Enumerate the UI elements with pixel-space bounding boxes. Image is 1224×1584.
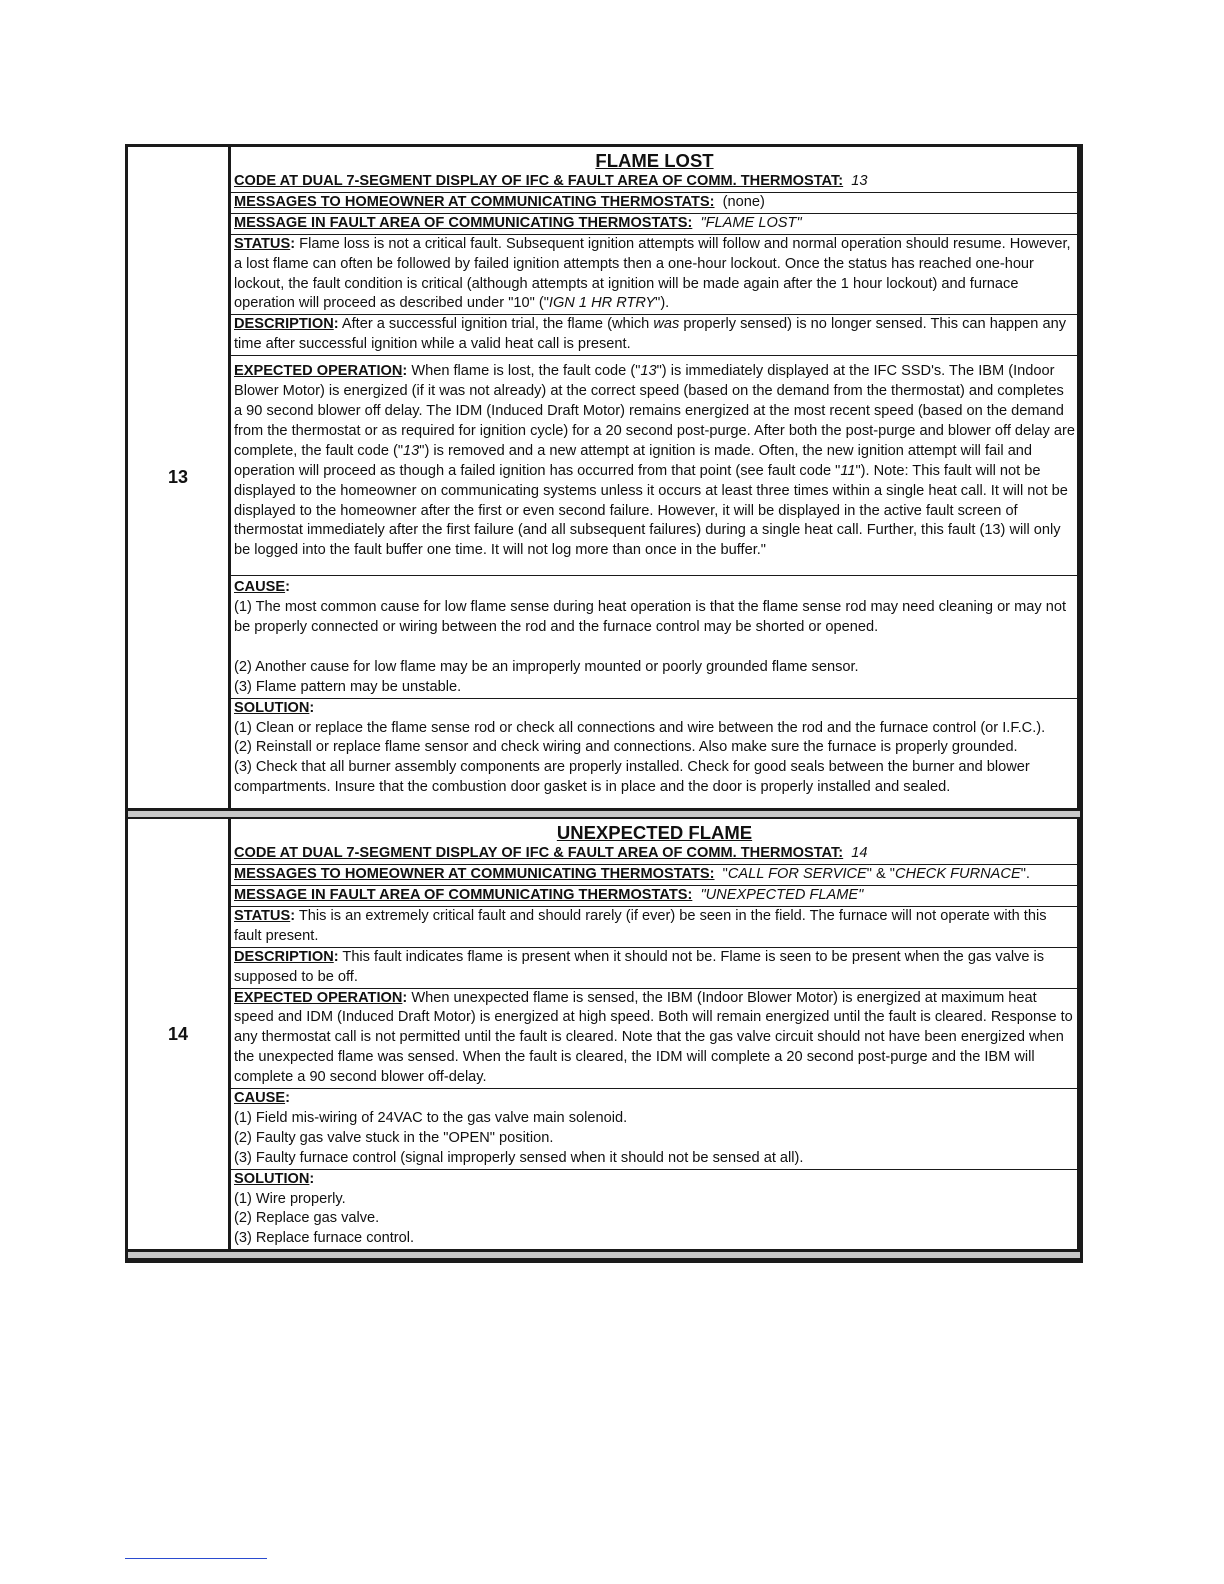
fault-message-value: "FLAME LOST" (700, 214, 802, 231)
fault-title: FLAME LOST (595, 150, 714, 171)
cause-item-1: (1) Field mis-wiring of 24VAC to the gas valve main solenoid. (234, 1109, 628, 1126)
solution-row: SOLUTION: (1) Clean or replace the flame sense rod or check all connections and wire between the rod and the furnace control (or I.F.C.). (2) Reinstall or replace flame sensor and check wiring and connections. Also make sure the furnace is properly grounded. (3) Check that all burner assembly components are properly installed. Check for good seals between the burner and blower compartments. Insure that the combustion door gasket is in place and the door is properly installed and sealed. (231, 699, 1077, 809)
status-italic: IGN 1 HR RTRY (548, 295, 656, 312)
messages-end: ". (1020, 866, 1030, 883)
description-row: DESCRIPTION: This fault indicates flame is present when it should not be. Flame is seen to be present when the gas valve is supposed to be off. (231, 948, 1077, 989)
expected-italic-3: 11 (840, 462, 856, 479)
section-separator (128, 1250, 1080, 1260)
fault-code-cell: 13 (128, 147, 231, 808)
messages-label: MESSAGES TO HOMEOWNER AT COMMUNICATING THERMOSTATS: (234, 193, 715, 210)
cause-row: CAUSE: (1) Field mis-wiring of 24VAC to the gas valve main solenoid. (2) Faulty gas valve stuck in the "OPEN" position. (3) Faulty furnace control (signal improperly sensed when it should not be sensed at all). (231, 1089, 1077, 1170)
messages-value: (none) (722, 193, 765, 210)
description-text-b: properly sensed) is no longer sensed. This can happen any time after successful ignition while a valid heat call is present. (234, 316, 1066, 353)
code-label: CODE AT DUAL 7-SEGMENT DISPLAY OF IFC & FAULT AREA OF COMM. THERMOSTAT: (234, 173, 844, 189)
fault-message-label: MESSAGE IN FAULT AREA OF COMMUNICATING THERMOSTATS: (234, 214, 693, 231)
expected-text-2: ") is immediately displayed at the IFC SSD's. The IBM (Indoor Blower Motor) is energized (if it was not already) at the correct speed (based on the demand from the thermostat) and completes a 90 second blower off delay. The IDM (Induced Draft Motor) remains energized at the most recent speed (based on the demand from the thermostat or as required for ignition cycle) for a 20 second post-purge. After both the post-purge and blower off delay are complete, the fault code (" (234, 363, 1075, 459)
status-label: STATUS (234, 907, 291, 924)
fault-content (231, 147, 1080, 808)
expected-italic-1: 13 (640, 363, 657, 380)
expected-text-3: ") is removed and a new attempt at ignition is made. Often, the new ignition attempt will fail and operation will proceed as though a failed ignition has occurred from that point (see fault code " (234, 442, 1033, 479)
messages-value-2: CHECK FURNACE (895, 866, 1021, 883)
expected-label: EXPECTED OPERATION (234, 363, 403, 380)
description-text-a: After a successful ignition trial, the flame (which (341, 316, 654, 333)
code-display-row (231, 844, 1077, 865)
homeowner-messages-row (231, 193, 1077, 214)
homeowner-messages-row (231, 865, 1077, 886)
footnote-rule (125, 1558, 267, 1559)
solution-item-2: (2) Reinstall or replace flame sensor and check wiring and connections. Also make sure the furnace is properly grounded. (234, 739, 1018, 756)
cause-item-3: (3) Faulty furnace control (signal improperly sensed when it should not be sensed at all). (234, 1149, 804, 1166)
fault-content (231, 819, 1080, 1249)
fault-code-table (125, 144, 1083, 1263)
messages-mid: " & " (866, 866, 895, 883)
solution-item-3: (3) Replace furnace control. (234, 1230, 415, 1247)
description-text: This fault indicates flame is present when it should not be. Flame is seen to be present when the gas valve is supposed to be off. (234, 948, 1045, 985)
expected-operation-row: EXPECTED OPERATION: When flame is lost, the fault code ("13") is immediately displayed at the IFC SSD's. The IBM (Indoor Blower Motor) is energized (if it was not already) at the correct speed (based on the demand from the thermostat) and completes a 90 second blower off delay. The IDM (Induced Draft Motor) remains energized at the most recent speed (based on the demand from the thermostat or as required for ignition cycle) for a 20 second post-purge. After both the post-purge and blower off delay are complete, the fault code ("13") is removed and a new attempt at ignition is made. Often, the new ignition attempt will fail and operation will proceed as though a failed ignition has occurred from that point (see fault code "11"). Note: This fault will not be displayed to the homeowner on communicating systems unless it occurs at least three times within a single heat call. It will not be displayed to the homeowner after the first or even second failure. However, it will be displayed in the active fault screen of thermostat immediately after the first failure (and all subsequent failures) during a single heat call. Further, this fault (13) will only be logged into the fault buffer one time. It will not log more than once in the buffer." (231, 356, 1077, 576)
fault-code-cell: 14 (128, 819, 231, 1249)
expected-label: EXPECTED OPERATION (234, 989, 403, 1006)
messages-label: MESSAGES TO HOMEOWNER AT COMMUNICATING THERMOSTATS: (234, 866, 715, 883)
solution-item-2: (2) Replace gas valve. (234, 1210, 380, 1227)
fault-message-label: MESSAGE IN FAULT AREA OF COMMUNICATING THERMOSTATS: (234, 886, 693, 903)
status-row: STATUS: Flame loss is not a critical fault. Subsequent ignition attempts will follow and normal operation should resume. However, a lost flame can often be followed by failed ignition attempts then a one-hour lockout. Once the status has reached one-hour lockout, the fault condition is critical (although attempts at ignition will be made again after the 1 hour lockout) and furnace operation will proceed as described under "10" ("IGN 1 HR RTRY"). (231, 235, 1077, 316)
fault-message-row (231, 886, 1077, 907)
solution-item-1: (1) Wire properly. (234, 1190, 346, 1207)
code-value: 13 (851, 173, 868, 189)
description-row: DESCRIPTION: After a successful ignition trial, the flame (which was properly sensed) is no longer sensed. This can happen any time after successful ignition while a valid heat call is present. (231, 315, 1077, 356)
status-row: STATUS: This is an extremely critical fault and should rarely (if ever) be seen in the field. The furnace will not operate with this fault present. (231, 907, 1077, 948)
messages-quote-open: " (722, 866, 728, 883)
solution-label: SOLUTION (234, 1170, 310, 1187)
section-separator (128, 809, 1080, 819)
code-display-row (231, 172, 1077, 193)
cause-item-1: (1) The most common cause for low flame sense during heat operation is that the flame sense rod may need cleaning or may not be properly connected or wiring between the rod and the furnace control may be shorted or opened. (234, 599, 1067, 636)
description-label: DESCRIPTION (234, 316, 334, 333)
status-label: STATUS (234, 235, 291, 252)
cause-label: CAUSE (234, 1090, 286, 1107)
fault-message-row (231, 214, 1077, 235)
expected-text-1: When flame is lost, the fault code (" (411, 363, 641, 380)
status-text: This is an extremely critical fault and should rarely (if ever) be seen in the field. The furnace will not operate with this fault present. (234, 907, 1047, 944)
cause-item-3: (3) Flame pattern may be unstable. (234, 678, 462, 695)
messages-value-1: CALL FOR SERVICE (727, 866, 867, 883)
cause-row: CAUSE: (1) The most common cause for low flame sense during heat operation is that the flame sense rod may need cleaning or may not be properly connected or wiring between the rod and the furnace control may be shorted or opened. (2) Another cause for low flame may be an improperly mounted or poorly grounded flame sensor. (3) Flame pattern may be unstable. (231, 576, 1077, 698)
solution-item-1: (1) Clean or replace the flame sense rod or check all connections and wire between the rod and the furnace control (or I.F.C.). (234, 719, 1046, 736)
solution-item-3: (3) Check that all burner assembly components are properly installed. Check for good seals between the burner and blower compartments. Insure that the combustion door gasket is in place and the door is properly installed and sealed. (234, 759, 1030, 796)
code-value: 14 (851, 845, 868, 862)
expected-text: When unexpected flame is sensed, the IBM (Indoor Blower Motor) is energized at maximum heat speed and IDM (Induced Draft Motor) is energized at high speed. Both will remain energized until the fault is cleared. Response to any thermostat call is not permitted until the fault is cleared. Note that the gas valve circuit should not have been energized when the unexpected flame was sensed. When the fault is cleared, the IDM will complete a 20 second post-purge and the IBM will complete a 90 second blower off-delay. (234, 989, 1073, 1086)
description-label: DESCRIPTION (234, 948, 334, 965)
expected-text-4: "). Note: This fault will not be displayed to the homeowner on communicating systems unless it occurs at least three times within a single heat call. It will not be displayed to the homeowner after the first or even second failure. However, it will be displayed in the active fault screen of thermostat immediately after the first failure (and all subsequent failures) during a single heat call. Further, this fault (13) will only be logged into the fault buffer one time. It will not log more than once in the buffer." (234, 462, 1068, 559)
status-text: Flame loss is not a critical fault. Subsequent ignition attempts will follow and normal operation should resume. However, a lost flame can often be followed by failed ignition attempts then a one-hour lockout. Once the status has reached one-hour lockout, the fault condition is critical (although attempts at ignition will be made again after the 1 hour lockout) and furnace operation will proceed as described under "10" (" (234, 235, 1071, 312)
fault-block-13 (128, 147, 1080, 809)
solution-row: SOLUTION: (1) Wire properly. (2) Replace gas valve. (3) Replace furnace control. (231, 1170, 1077, 1250)
description-italic: was (653, 316, 680, 333)
expected-operation-row: EXPECTED OPERATION: When unexpected flame is sensed, the IBM (Indoor Blower Motor) is energized at maximum heat speed and IDM (Induced Draft Motor) is energized at high speed. Both will remain energized until the fault is cleared. Response to any thermostat call is not permitted until the fault is cleared. Note that the gas valve circuit should not have been energized when the unexpected flame was sensed. When the fault is cleared, the IDM will complete a 20 second post-purge and the IBM will complete a 90 second blower off-delay. (231, 989, 1077, 1090)
expected-italic-2: 13 (403, 442, 420, 459)
code-label: CODE AT DUAL 7-SEGMENT DISPLAY OF IFC & FAULT AREA OF COMM. THERMOSTAT: (234, 845, 844, 862)
cause-item-2: (2) Faulty gas valve stuck in the "OPEN" position. (234, 1129, 554, 1146)
fault-title: UNEXPECTED FLAME (556, 822, 753, 844)
status-end: "). (655, 295, 670, 312)
fault-block-14 (128, 819, 1080, 1250)
cause-label: CAUSE (234, 579, 286, 596)
solution-label: SOLUTION (234, 699, 310, 716)
cause-item-2: (2) Another cause for low flame may be an improperly mounted or poorly grounded flame sensor. (234, 658, 859, 675)
fault-message-value: "UNEXPECTED FLAME" (700, 886, 864, 903)
